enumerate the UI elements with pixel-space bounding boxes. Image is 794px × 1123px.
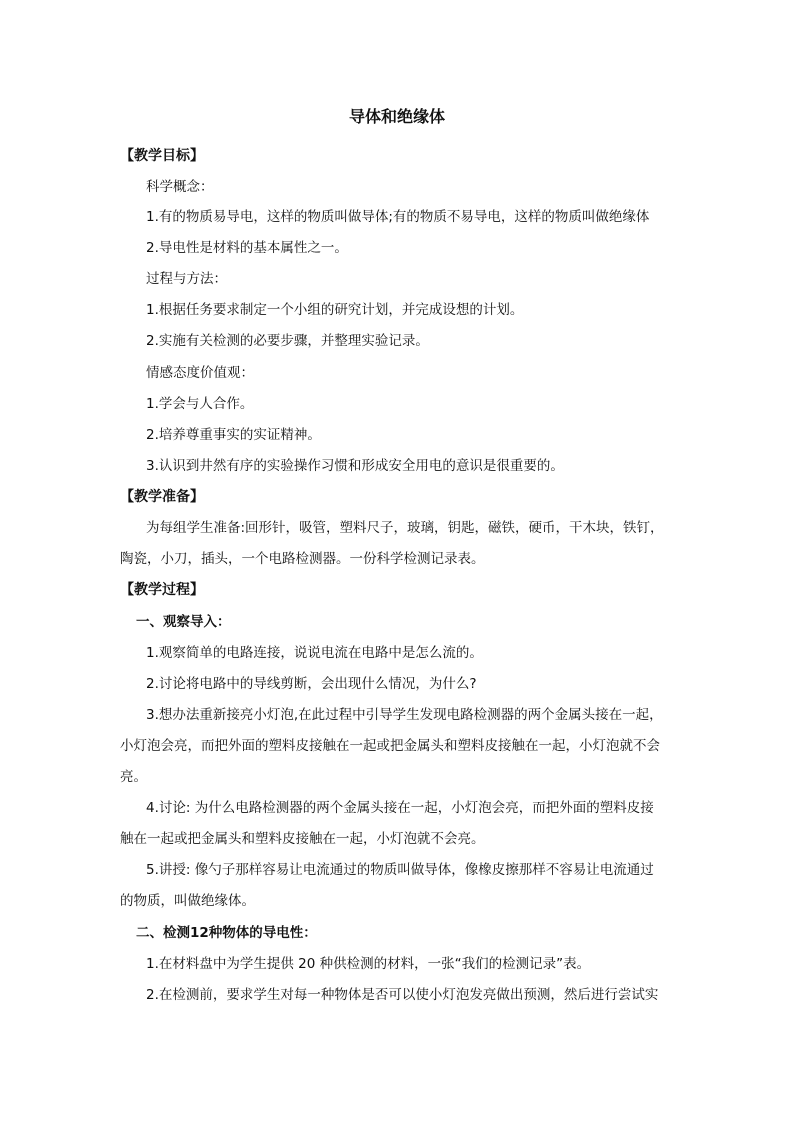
process-part2-title: 二、检测12种物体的导电性：: [136, 925, 317, 941]
method-item-2: 2.实施有关检测的必要步骤，并整理实验记录。: [146, 333, 429, 349]
process-item-1: 1.观察简单的电路连接，说说电流在电路中是怎么流的。: [146, 645, 483, 661]
process-item-5-line-1: 5.讲授: 像勺子那样容易让电流通过的物质叫做导体，像橡皮擦那样不容易让电流通过: [146, 862, 654, 878]
attitude-item-3: 3.认识到井然有序的实验操作习惯和形成安全用电的意识是很重要的。: [146, 458, 564, 474]
page-title: 导体和绝缘体: [348, 107, 445, 126]
process-item-5-line-2: 的物质，叫做绝缘体。: [120, 893, 255, 909]
process-item-2: 2.讨论将电路中的导线剪断，会出现什么情况，为什么?: [146, 676, 477, 692]
attitude-item-2: 2.培养尊重事实的实证精神。: [146, 427, 321, 443]
process-item-3-line-3: 亮。: [120, 769, 147, 785]
concept-label: 科学概念：: [146, 179, 214, 195]
process-part1-title: 一、观察导入：: [136, 614, 231, 630]
prep-line-2: 陶瓷，小刀，插头，一个电路检测器。一份科学检测记录表。: [120, 551, 485, 567]
process-item-4-line-2: 触在一起或把金属头和塑料皮接触在一起，小灯泡就不会亮。: [120, 831, 485, 847]
process-part2-item-2: 2.在检测前，要求学生对每一种物体是否可以使小灯泡发亮做出预测，然后进行尝试实: [146, 987, 659, 1003]
section-heading-goals: 【教学目标】: [120, 148, 204, 164]
section-heading-process: 【教学过程】: [120, 582, 204, 598]
process-item-4-line-1: 4.讨论: 为什么电路检测器的两个金属头接在一起，小灯泡会亮，而把外面的塑料皮接: [146, 800, 654, 816]
concept-item-2: 2.导电性是材料的基本属性之一。: [146, 240, 348, 256]
section-heading-prep: 【教学准备】: [120, 489, 204, 505]
method-label: 过程与方法：: [146, 271, 227, 287]
attitude-label: 情感态度价值观：: [146, 365, 254, 381]
process-part2-item-1: 1.在材料盘中为学生提供 20 种供检测的材料，一张“我们的检测记录”表。: [146, 956, 591, 972]
process-item-3-line-1: 3.想办法重新接亮小灯泡,在此过程中引导学生发现电路检测器的两个金属头接在一起，: [146, 707, 663, 723]
concept-item-1: 1.有的物质易导电，这样的物质叫做导体;有的物质不易导电，这样的物质叫做绝缘体: [146, 209, 650, 225]
prep-line-1: 为每组学生准备:回形针，吸管，塑料尺子，玻璃，钥匙，磁铁，硬币，干木块，铁钉，: [146, 520, 664, 536]
method-item-1: 1.根据任务要求制定一个小组的研究计划，并完成设想的计划。: [146, 302, 524, 318]
attitude-item-1: 1.学会与人合作。: [146, 396, 254, 412]
process-item-3-line-2: 小灯泡会亮，而把外面的塑料皮接触在一起或把金属头和塑料皮接触在一起，小灯泡就不会: [120, 738, 660, 754]
